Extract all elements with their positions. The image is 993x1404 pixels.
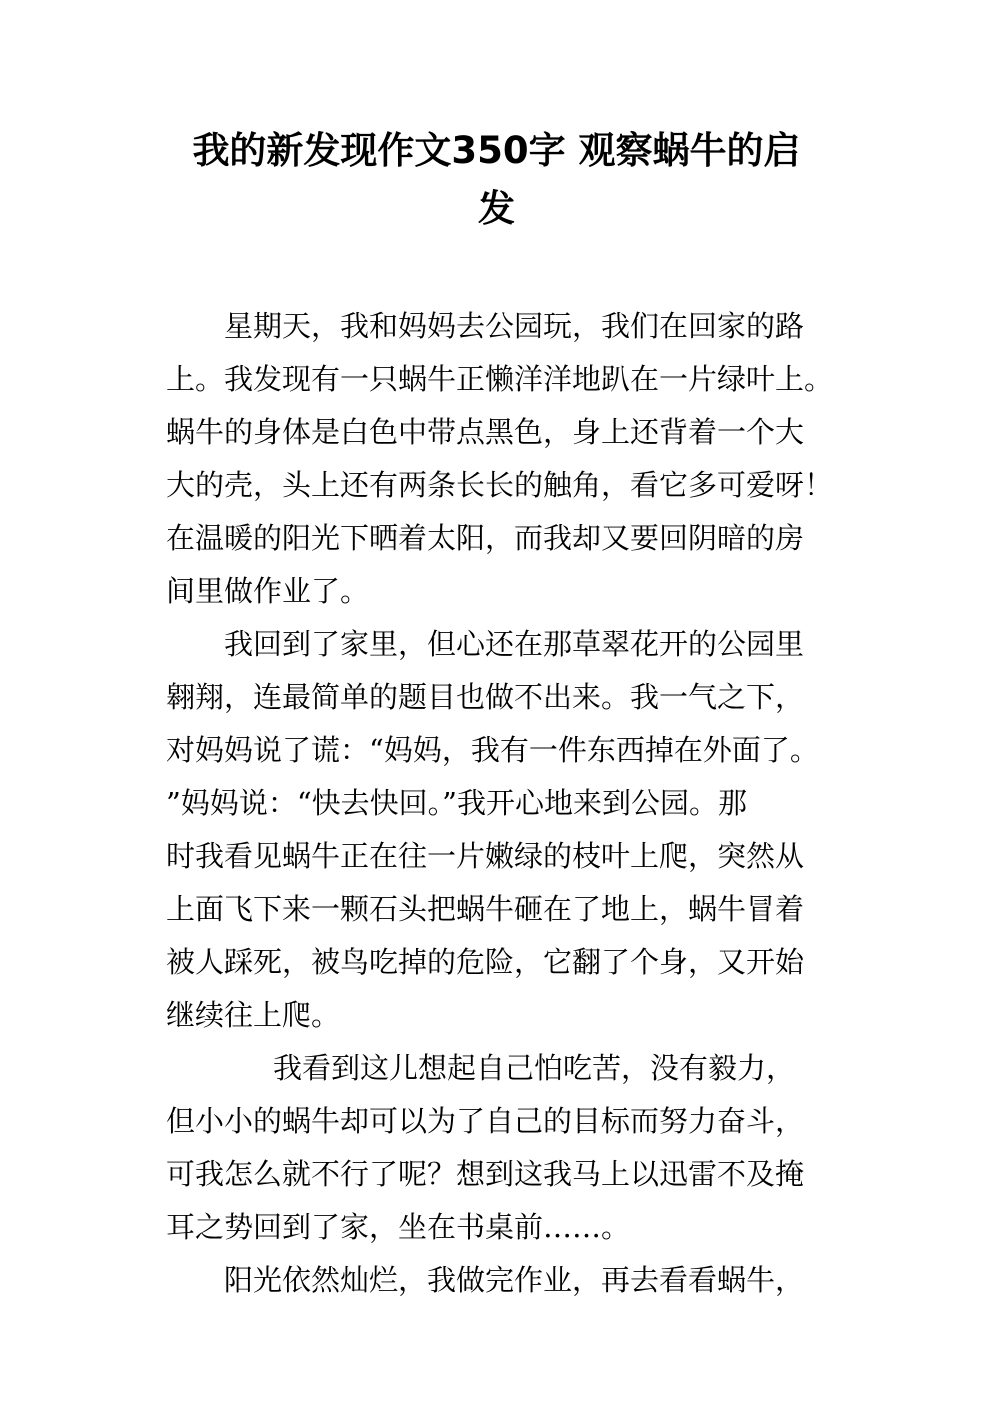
text-line: 被人踩死，被鸟吃掉的危险，它翻了个身，又开始: [166, 945, 805, 979]
text-line: 可我怎么就不行了呢？想到这我马上以迅雷不及掩: [166, 1157, 805, 1191]
essay-body: [166, 300, 856, 1307]
text-line: 翱翔，连最简单的题目也做不出来。我一气之下，: [166, 680, 805, 714]
text-line: 但小小的蜗牛却可以为了自己的目标而努力奋斗，: [166, 1104, 805, 1138]
text-line: 上面飞下来一颗石头把蜗牛砸在了地上，蜗牛冒着: [166, 892, 805, 926]
text-line: 耳之势回到了家，坐在书桌前……。: [166, 1210, 631, 1244]
text-line: 我回到了家里，但心还在那草翠花开的公园里: [224, 627, 805, 661]
document-title: [120, 122, 873, 238]
text-line: 对妈妈说了谎：“妈妈，我有一件东西掉在外面了。: [166, 733, 819, 767]
text-line: 上。我发现有一只蜗牛正懒洋洋地趴在一片绿叶上。: [166, 362, 834, 396]
text-line: 蜗牛的身体是白色中带点黑色，身上还背着一个大: [166, 415, 805, 449]
text-line: 大的壳，头上还有两条长长的触角，看它多可爱呀！: [166, 468, 834, 502]
text-line: 阳光依然灿烂，我做完作业，再去看看蜗牛，: [224, 1263, 805, 1297]
text-line: 在温暖的阳光下晒着太阳，而我却又要回阴暗的房: [166, 521, 805, 555]
title-line-2: 发: [478, 187, 515, 230]
text-line: 间里做作业了。: [166, 574, 370, 608]
title-line-1: 我的新发现作文350字 观察蜗牛的启: [192, 129, 801, 172]
text-line: ”妈妈说：“快去快回。”我开心地来到公园。那: [166, 786, 747, 820]
text-line: 星期天，我和妈妈去公园玩，我们在回家的路: [224, 309, 805, 343]
text-line: 我看到这儿想起自己怕吃苦，没有毅力，: [273, 1051, 796, 1085]
text-line: 继续往上爬。: [166, 998, 341, 1032]
text-line: 时我看见蜗牛正在往一片嫩绿的枝叶上爬，突然从: [166, 839, 805, 873]
